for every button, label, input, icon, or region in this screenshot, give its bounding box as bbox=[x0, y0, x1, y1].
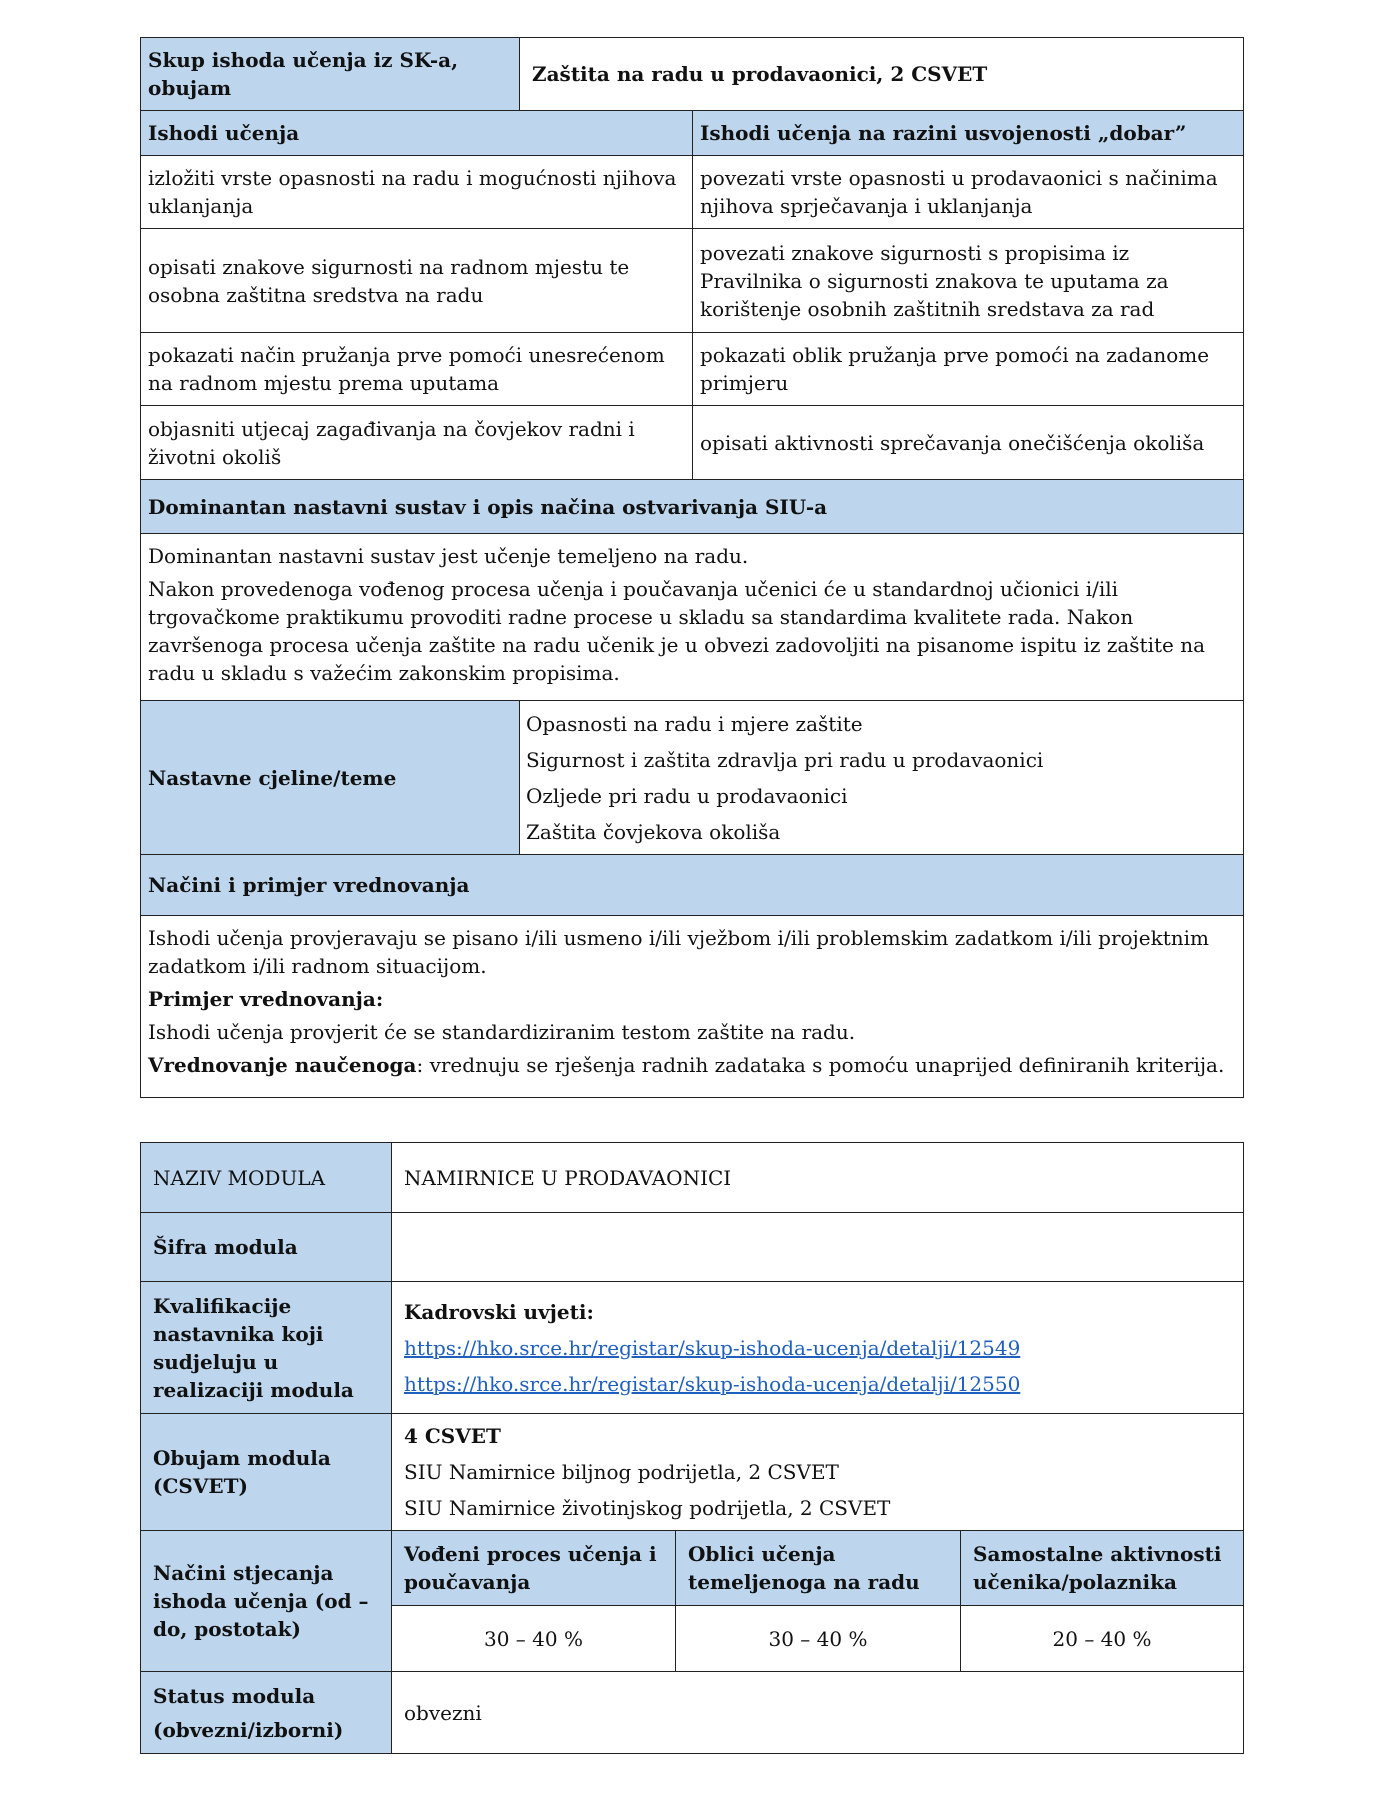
evaluation-header-row bbox=[141, 855, 1244, 916]
col-outcomes-title: Ishodi učenja bbox=[141, 111, 693, 156]
learned-label: Vrednovanje naučenoga bbox=[148, 1053, 417, 1077]
siu-header-label: Skup ishoda učenja iz SK-a, obujam bbox=[141, 38, 520, 111]
status-row bbox=[141, 1672, 1244, 1754]
scope-total: 4 CSVET bbox=[404, 1424, 501, 1448]
dominant-header-row bbox=[141, 480, 1244, 534]
status-label: Status modula (obvezni/izborni) bbox=[141, 1672, 392, 1754]
qualifications-row bbox=[141, 1282, 1244, 1414]
module-code-label: Šifra modula bbox=[141, 1213, 392, 1282]
evaluation-title: Načini i primjer vrednovanja bbox=[141, 855, 1244, 916]
module-code-row bbox=[141, 1213, 1244, 1282]
example-text: Ishodi učenja provjerit će se standardiziranim testom zaštite na radu. bbox=[148, 1020, 856, 1044]
topic-item: Opasnosti na radu i mjere zaštite bbox=[526, 711, 863, 736]
outcome-row bbox=[141, 156, 1244, 229]
module-name-row bbox=[141, 1143, 1244, 1213]
siu-header-value: Zaštita na radu u prodavaonici, 2 CSVET bbox=[520, 38, 1244, 111]
status-value: obvezni bbox=[392, 1672, 1244, 1754]
methods-label: Načini stjecanja ishoda učenja (od – do, postotak) bbox=[141, 1531, 392, 1672]
dominant-paragraph-2: Nakon provedenoga vođenog procesa učenja i poučavanja učenici će u standardnoj učionici i/ili trgovačkome praktikumu provoditi radne procese u skladu sa standardima kvalitete rada. Nakon završenoga procesa učenja zaštite na radu učenik je u obvezi zadovoljiti na pisanome ispitu iz zaštite na radu u skladu s važećim zakonskim propisima. bbox=[148, 577, 1206, 685]
outcome-text: opisati znakove sigurnosti na radnom mjestu te osobna zaštitna sredstva na radu bbox=[141, 229, 693, 333]
outcome-row bbox=[141, 333, 1244, 406]
outcome-row bbox=[141, 406, 1244, 480]
outcome-text: izložiti vrste opasnosti na radu i mogućnosti njihova uklanjanja bbox=[141, 156, 693, 229]
scope-item: SIU Namirnice životinjskog podrijetla, 2 CSVET bbox=[404, 1496, 891, 1520]
siu-header-row bbox=[141, 38, 1244, 111]
outcome-text: pokazati način pružanja prve pomoći unesrećenom na radnom mjestu prema uputama bbox=[141, 333, 693, 406]
dominant-title: Dominantan nastavni sustav i opis načina ostvarivanja SIU-a bbox=[141, 480, 1244, 534]
module-name-label: NAZIV MODULA bbox=[141, 1143, 392, 1213]
scope-item: SIU Namirnice biljnog podrijetla, 2 CSVET bbox=[404, 1460, 839, 1484]
evaluation-paragraph: Ishodi učenja provjeravaju se pisano i/ili usmeno i/ili vježbom i/ili problemskim zadatkom i/ili projektnim zadatkom i/ili radnom situacijom. bbox=[148, 926, 1209, 978]
topic-item: Sigurnost i zaštita zdravlja pri radu u prodavaonici bbox=[526, 747, 1044, 772]
method-title: Vođeni proces učenja i poučavanja bbox=[392, 1531, 676, 1606]
qualification-link[interactable]: https://hko.srce.hr/registar/skup-ishoda-ucenja/detalji/12549 bbox=[404, 1335, 1021, 1360]
topic-item: Ozljede pri radu u prodavaonici bbox=[526, 783, 848, 808]
qualification-link[interactable]: https://hko.srce.hr/registar/skup-ishoda-ucenja/detalji/12550 bbox=[404, 1371, 1021, 1396]
col-good-level-title: Ishodi učenja na razini usvojenosti „dobar” bbox=[693, 111, 1244, 156]
qualifications-title: Kadrovski uvjeti: bbox=[404, 1299, 594, 1324]
module-code-value bbox=[392, 1213, 1244, 1282]
method-value: 30 – 40 % bbox=[676, 1606, 961, 1672]
good-level-text: povezati znakove sigurnosti s propisima iz Pravilnika o sigurnosti znakova te uputama za korištenje osobnih zaštitnih sredstava za rad bbox=[693, 229, 1244, 333]
qualifications-label: Kvalifikacije nastavnika koji sudjeluju u realizaciji modula bbox=[141, 1282, 392, 1414]
topics-row bbox=[141, 701, 1244, 855]
module-name-value: NAMIRNICE U PRODAVAONICI bbox=[392, 1143, 1244, 1213]
learned-text: : vrednuju se rješenja radnih zadataka s pomoću unaprijed definiranih kriterija. bbox=[416, 1053, 1225, 1077]
outcomes-column-headers bbox=[141, 111, 1244, 156]
dominant-body-row bbox=[141, 534, 1244, 701]
good-level-text: opisati aktivnosti sprečavanja onečišćenja okoliša bbox=[693, 406, 1244, 480]
outcome-row bbox=[141, 229, 1244, 333]
method-value: 30 – 40 % bbox=[392, 1606, 676, 1672]
evaluation-body-row bbox=[141, 916, 1244, 1098]
scope-label: Obujam modula (CSVET) bbox=[141, 1414, 392, 1531]
example-label: Primjer vrednovanja: bbox=[148, 987, 384, 1011]
method-title: Oblici učenja temeljenoga na radu bbox=[676, 1531, 961, 1606]
method-value: 20 – 40 % bbox=[961, 1606, 1244, 1672]
module-table bbox=[140, 1142, 1244, 1754]
topics-label: Nastavne cjeline/teme bbox=[141, 701, 520, 855]
topic-item: Zaštita čovjekova okoliša bbox=[526, 819, 781, 844]
good-level-text: povezati vrste opasnosti u prodavaonici s načinima njihova sprječavanja i uklanjanja bbox=[693, 156, 1244, 229]
methods-header-row bbox=[141, 1531, 1244, 1606]
good-level-text: pokazati oblik pružanja prve pomoći na zadanome primjeru bbox=[693, 333, 1244, 406]
siu-table bbox=[140, 37, 1244, 1098]
outcome-text: objasniti utjecaj zagađivanja na čovjekov radni i životni okoliš bbox=[141, 406, 693, 480]
method-title: Samostalne aktivnosti učenika/polaznika bbox=[961, 1531, 1244, 1606]
scope-row bbox=[141, 1414, 1244, 1531]
dominant-paragraph-1: Dominantan nastavni sustav jest učenje temeljeno na radu. bbox=[148, 544, 749, 568]
